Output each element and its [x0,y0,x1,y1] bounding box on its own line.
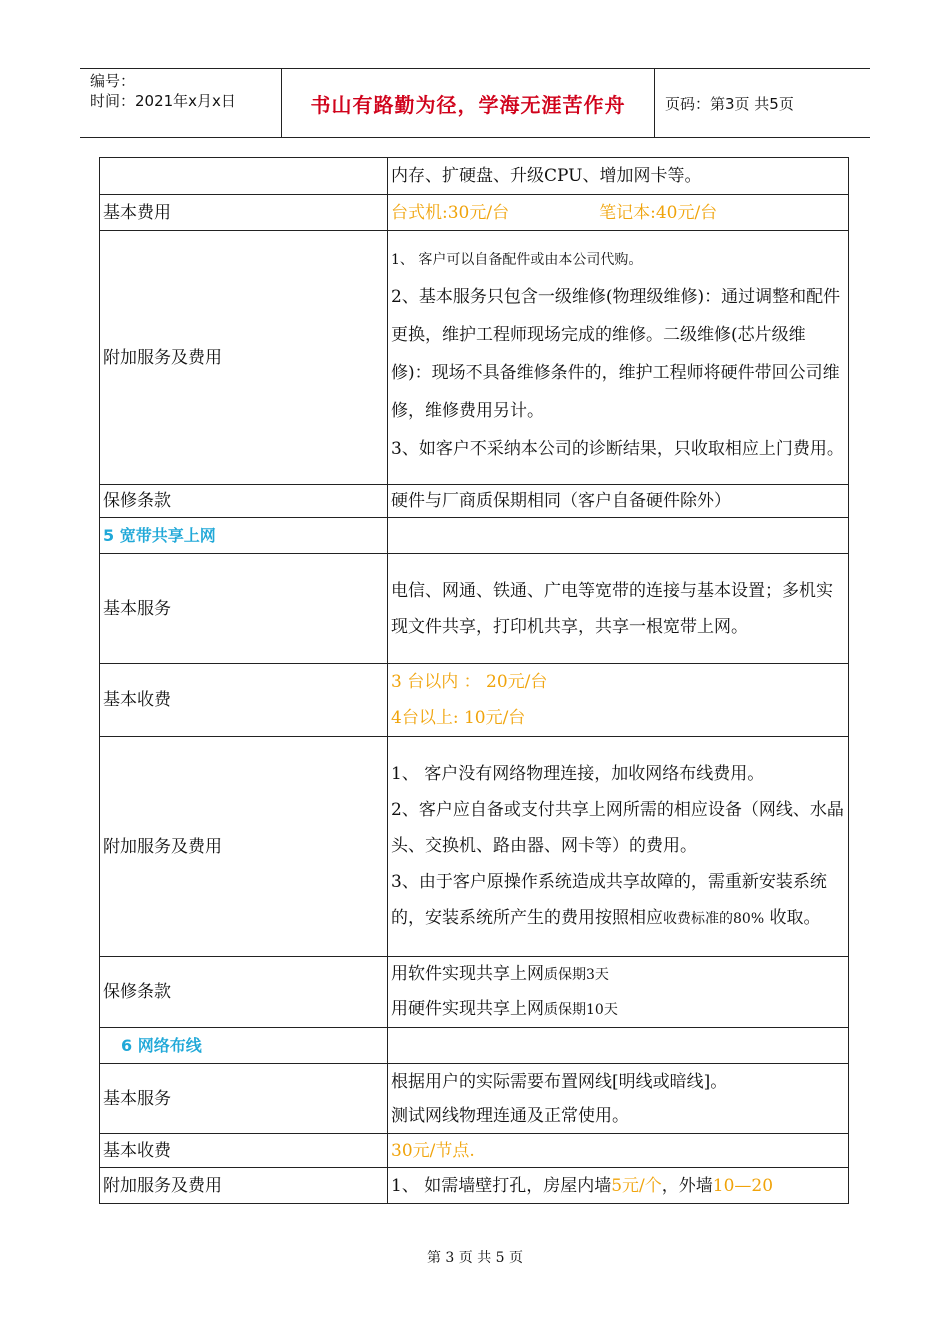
row-value: 电信、网通、铁通、广电等宽带的连接与基本设置；多机实现文件共享，打印机共享，共享一根宽带上网。 [388,554,849,664]
row-label: 附加服务及费用 [100,1168,388,1204]
row-label: 附加服务及费用 [100,737,388,957]
number-label: 编号： [90,72,136,90]
table-row [100,231,849,485]
paragraph: 2、基本服务只包含一级维修(物理级维修)：通过调整和配件更换，维护工程师现场完成的维修。二级维修(芯片级维修)：现场不具备维修条件的，维护工程师将硬件带回公司维修，维修费用另计。 [391,286,841,421]
row-label: 基本收费 [100,1134,388,1168]
service-table [99,157,849,1204]
paragraph: 2、客户应自备或支付共享上网所需的相应设备（网线、水晶头、交换机、路由器、网卡等）的费用。 [391,800,844,856]
warranty-line: 用软件实现共享上网质保期3天 [391,964,609,984]
service-line: 测试网线物理连通及正常使用。 [391,1105,629,1126]
row-value: 30元/节点. [388,1134,849,1168]
row-value [388,518,849,554]
row-value [388,1064,849,1134]
row-value [388,737,849,957]
table-row [100,957,849,1028]
row-label: 基本收费 [100,664,388,737]
row-label: 基本费用 [100,195,388,231]
paragraph: 3、如客户不采纳本公司的诊断结果，只收取相应上门费用。 [391,438,844,459]
laptop-price: 笔记本:40元/台 [599,202,718,223]
table-row [100,664,849,737]
row-value [388,1028,849,1064]
table-row [100,485,849,518]
row-value [388,195,849,231]
paragraph: 1、 客户没有网络物理连接，加收网络布线费用。 [391,764,765,784]
paragraph: 1、 客户可以自备配件或由本公司代购。 [391,251,643,268]
header-info [80,69,282,137]
table-row [100,1134,849,1168]
table-row [100,195,849,231]
table-row [100,1168,849,1204]
row-value: 硬件与厂商质保期相同（客户自备硬件除外） [388,485,849,518]
price-line: 4台以上: 10元/台 [391,708,526,728]
motto: 书山有路勤为径，学海无涯苦作舟 [310,92,626,117]
table-row [100,158,849,195]
row-label: 基本服务 [100,1064,388,1134]
row-value [388,231,849,485]
warranty-line: 用硬件实现共享上网质保期10天 [391,999,618,1019]
row-value: 1、 如需墙壁打孔，房屋内墙5元/个，外墙10—20 [388,1168,849,1204]
row-value [388,957,849,1028]
paragraph: 3、由于客户原操作系统造成共享故障的，需重新安装系统的，安装系统所产生的费用按照相应收费标准的80% 收取。 [391,872,827,928]
table-row [100,518,849,554]
table-row [100,554,849,664]
time-label: 时间：2021年x月x日 [90,92,236,110]
row-label: 基本服务 [100,554,388,664]
table-row [100,1028,849,1064]
row-value [388,664,849,737]
page-footer: 第 3 页 共 5 页 [426,1250,524,1266]
header-motto-cell [282,69,655,137]
row-label: 保修条款 [100,485,388,518]
row-label: 保修条款 [100,957,388,1028]
table-row [100,737,849,957]
row-value: 内存、扩硬盘、升级CPU、增加网卡等。 [388,158,849,195]
section-title: 6 网络布线 [100,1028,388,1064]
page-info: 页码：第3页 共5页 [665,94,794,113]
section-title: 5 宽带共享上网 [100,518,388,554]
row-label: 附加服务及费用 [100,231,388,485]
desktop-price: 台式机:30元/台 [391,202,510,223]
page-header [80,68,870,138]
service-line: 根据用户的实际需要布置网线[明线或暗线]。 [391,1071,728,1092]
row-label [100,158,388,195]
price-line: 3 台以内 ： 20元/台 [391,672,548,692]
table-row [100,1064,849,1134]
